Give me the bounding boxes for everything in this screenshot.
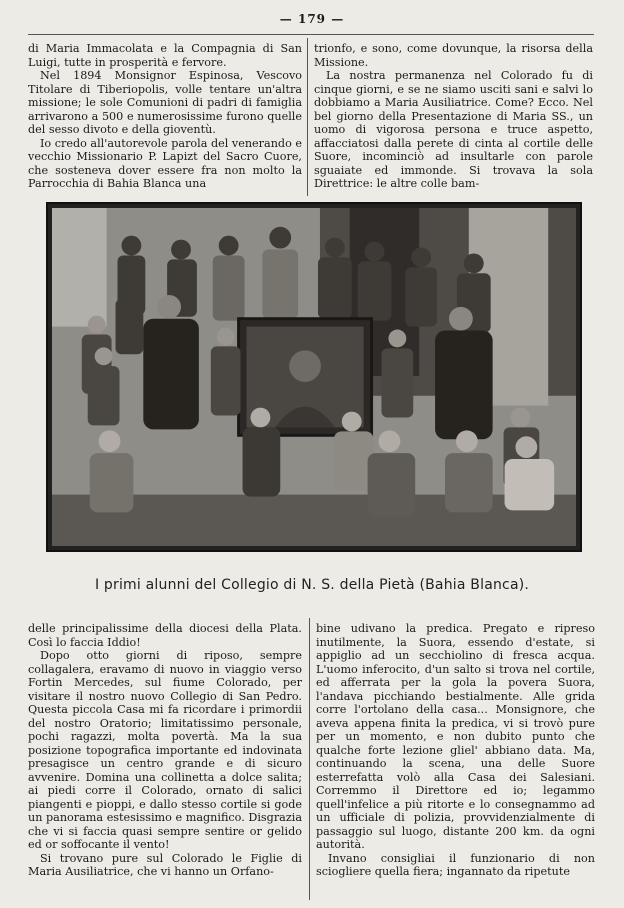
paragraph: di Maria Immacolata e la Compagnia di San Luigi, tutte in prosperità e fervore. — [28, 42, 302, 69]
top-left-column — [28, 42, 302, 191]
column-divider-bottom — [309, 618, 310, 900]
paragraph: Invano consigliai il funzionario di non sciogliere quella fiera; ingannato da ripetute — [316, 851, 595, 878]
paragraph: Io credo all'autorevole parola del venerando e vecchio Missionario P. Lapizt del Sacro Cuore, che sosteneva dover essere fra non molto la Parrocchia di Bahia Blanca una — [28, 136, 302, 190]
paragraph: bine udivano la predica. Pregato e ripreso inutilmente, la Suora, essendo d'estate, si appiglio ad un secchiolino di fresca acqua. L'uomo inferocito, d'un salto si trova nel cortile, ed afferrata per la gola la povera Suora, l'andava picchiando bestialmente. Alle grida corre l'ortolano della casa... Monsignore, che aveva appena finita la predica, vi si trovò pure per un momento, e non dubito punto che qualche forte lezione gliel' abbiano data. Ma, continuando la scena, una delle Suore esterrefatta volò alla Casa dei Salesiani. Corremmo il Direttore ed io; legammo quell'infelice a più ritorte e lo consegnammo ad un ufficiale di polizia, provvidenzialmente di passaggio sul luogo, distante 200 km. da ogni autorità. — [316, 622, 595, 851]
group-photo-frame — [46, 202, 582, 552]
group-photo-illustration — [52, 208, 576, 546]
bottom-left-column — [28, 622, 302, 879]
paragraph: Dopo otto giorni di riposo, sempre collagalera, eravamo di nuovo in viaggio verso Fortin Mercedes, sul fiume Colorado, per visitare il nostro nuovo Collegio di San Pedro. Questa piccola Casa mi fa ricordare i primordii del nostro Oratorio; limitatissimo personale, pochi ragazzi, molta povertà. Ma la sua posizione topografica importante ed indovinata presagisce un centro grande e di sicuro avvenire. Domina una collinetta a dolce salita; ai piedi corre il Colorado, ornato di salici piangenti e pioppi, e dallo stesso cortile si gode un panorama estesissimo e magnifico. Disgrazia che vi si faccia quasi sempre sentire or gelido ed or soffocante il vento! — [28, 649, 302, 851]
paragraph: Nel 1894 Monsignor Espinosa, Vescovo Titolare di Tiberiopolis, volle tentare un'altra missione; le sole Comunioni di padri di famiglia arrivarono a 500 e numerosissime furono quelle del sesso divoto e della gioventù. — [28, 69, 302, 136]
paragraph: La nostra permanenza nel Colorado fu di cinque giorni, e se ne siamo usciti sani e salvi lo dobbiamo a Maria Ausiliatrice. Come? Ecco. Nel bel giorno della Presentazione di Maria SS., un uomo di vigorosa persona e truce aspetto, affacciatosi dalla perete di cinta al cortile delle Suore, incominciò ad insultarle con parole sguaiate ed immonde. Si trovava la sola Direttrice: le altre colle bam- — [314, 69, 593, 190]
bottom-right-column — [316, 622, 595, 879]
page-number: — 179 — — [279, 12, 345, 26]
top-right-column — [314, 42, 593, 191]
photo-caption: I primi alunni del Collegio di N. S. della Pietà (Bahia Blanca). — [94, 577, 530, 593]
group-photo — [52, 208, 576, 546]
paragraph: delle principalissime della diocesi della Plata. Così lo faccia Iddio! — [28, 622, 302, 649]
paragraph: trionfo, e sono, come dovunque, la risorsa della Missione. — [314, 42, 593, 69]
paragraph: Si trovano pure sul Colorado le Figlie di Maria Ausiliatrice, che vi hanno un Orfano- — [28, 851, 302, 878]
header-rule — [28, 34, 594, 35]
column-divider-top — [307, 38, 308, 196]
